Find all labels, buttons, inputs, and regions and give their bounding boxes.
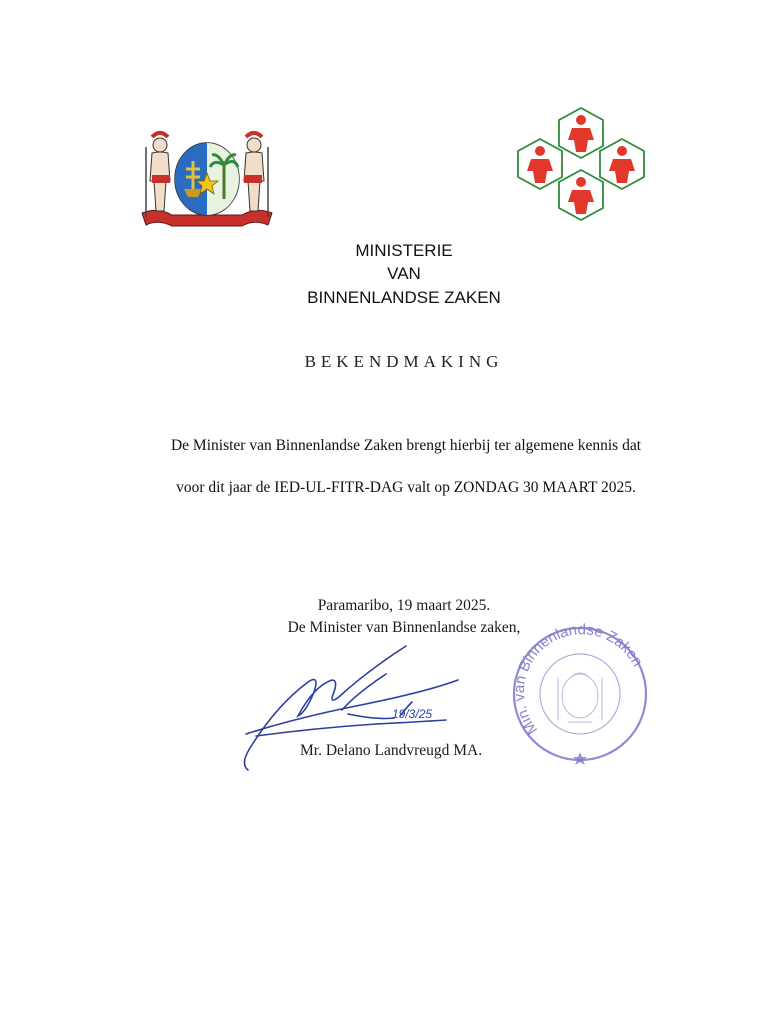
signatory-role: De Minister van Binnenlandse zaken, bbox=[287, 619, 521, 636]
svg-text:Min. van Binnenlandse Zaken bbox=[511, 621, 646, 737]
announcement-line1: De Minister van Binnenlandse Zaken brengt hierbij ter algemene kennis dat bbox=[170, 437, 642, 454]
hexagon-people-logo-icon bbox=[514, 106, 648, 236]
ministry-heading-line3: BINNENLANDSE ZAKEN bbox=[307, 288, 501, 307]
document-title: BEKENDMAKING bbox=[304, 352, 504, 371]
official-stamp-icon bbox=[508, 618, 650, 768]
handwritten-date: 19/3/25 bbox=[392, 707, 433, 721]
ministry-heading-line2: VAN bbox=[387, 264, 421, 283]
announcement-line2: voor dit jaar de IED-UL-FITR-DAG valt op ZONDAG 30 MAART 2025. bbox=[176, 479, 636, 496]
place-and-date: Paramaribo, 19 maart 2025. bbox=[317, 597, 491, 614]
ministry-heading-line1: MINISTERIE bbox=[355, 241, 453, 260]
signatory-name: Mr. Delano Landvreugd MA. bbox=[300, 742, 483, 759]
coat-of-arms-icon bbox=[138, 127, 276, 231]
stamp-text: Min. van Binnenlandse Zaken bbox=[510, 621, 646, 738]
